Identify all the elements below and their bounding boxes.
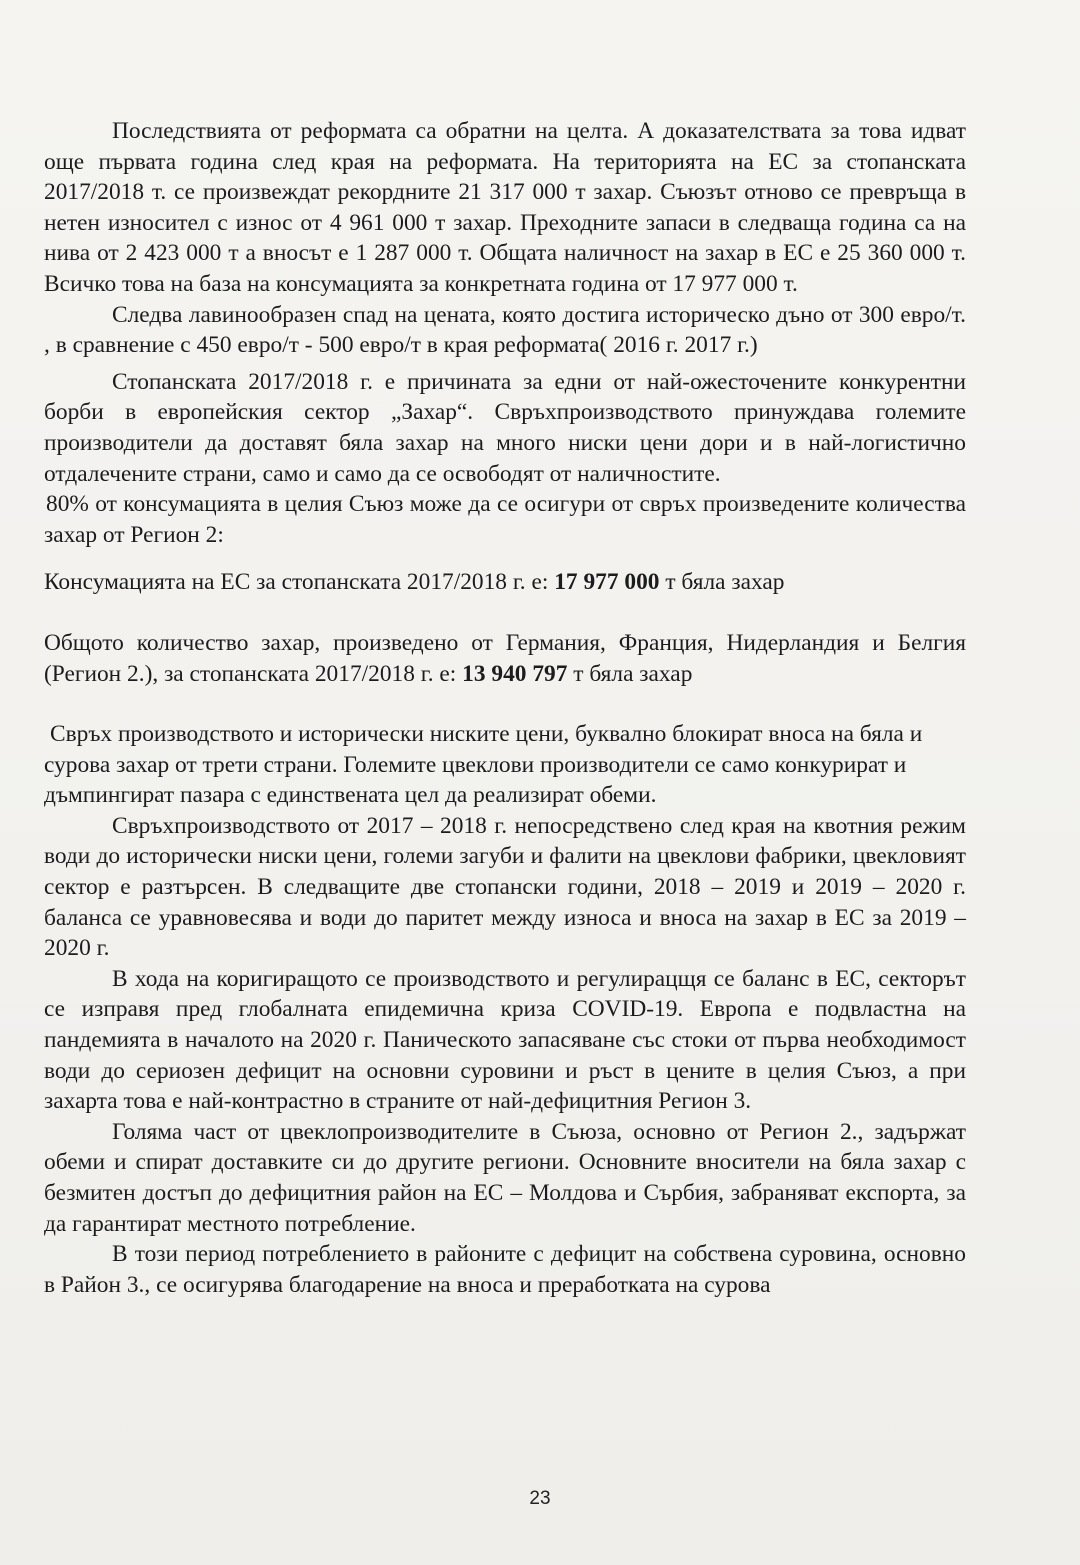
paragraph-covid-crisis: В хода на коригиращото се производството и регулирацщя се баланс в ЕС, секторът се изправя пред глобалната епидемична криза COVID-19. Европа е подвластна на пандемията в началото на 2020 г. Паническото запасяване със стоки от първа необходимост води до сериозен дефицит на основни суровини и ръст в цените в целия Съюз, а при захарта това е най-контрастно в страните от най-дефицитния Регион 3. [44, 965, 966, 1115]
paragraph-deficit-regions: В този период потреблението в районите с дефицит на собствена суровина, основно в Район 3., се осигурява благодарение на вноса и преработката на сурова [44, 1241, 966, 1298]
region-2-production-unit: т бяла захар [567, 660, 693, 687]
region-2-production-text: Общото количество захар, произведено от Германия, Франция, Нидерландия и Белгия (Регион 2.), за стопанската 2017/2018 г. е: [44, 629, 966, 687]
region-2-production-value: 13 940 797 [462, 660, 568, 687]
paragraph-region-2-production [44, 628, 966, 689]
paragraph-reform-consequences: Последствията от реформата са обратни на целта. А доказателствата за това идват още първата година след края на реформата. На територията на ЕС за стопанската 2017/2018 т. се произвеждат рекордните 21 317 000 т захар. Съюзът отново се превръща в нетен износител с износ от 4 961 000 т захар. Преходните запаси в следваща година са на нива от 2 423 000 т а вносът е 1 287 000 т. Общата наличност на захар в ЕС е 25 360 000 т. Всичко това на база на консумацията за конкретната година от 17 977 000 т. [44, 118, 966, 297]
paragraph-import-blocking: Свръх производството и исторически ниските цени, буквално блокират вноса на бяла и сурова захар от трети страни. Големите цвеклови производители се само конкурират и дъмпингират пазара с единствената цел да реализират обеми. [44, 721, 923, 809]
eu-consumption-text: Консумацията на ЕС за стопанската 2017/2018 г. е: [44, 569, 555, 596]
paragraph-competition: Стопанската 2017/2018 г. е причината за едни от най-ожесточените конкурентни борби в европейския сектор „Захар“. Свръхпроизводството принуждава големите производители да доставят бяла захар на много ниски цени дори и в най-логистично отдалечените страни, само и само да се освободят от наличностите. [44, 368, 966, 487]
eu-consumption-value: 17 977 000 [554, 569, 660, 596]
eu-consumption-unit: т бяла захар [659, 569, 785, 596]
paragraph-supply-restrictions: Голяма част от цвеклопроизводителите в Съюза, основно от Регион 2., задържат обеми и спират доставките си до другите региони. Основните вносители на бяла захар с безмитен достъп до дефицитния район на ЕС – Молдова и Сърбия, забраняват експорта, за да гарантират местното потребление. [44, 1118, 966, 1237]
paragraph-eu-consumption [44, 567, 966, 598]
document-body [44, 116, 966, 1300]
page-number: 23 [529, 1488, 551, 1509]
paragraph-overproduction-effects: Свръхпроизводството от 2017 – 2018 г. непосредствено след края на квотния режим води до исторически ниски цени, големи загуби и фалити на цвеклови фабрики, цвекловият сектор е разтърсен. В следващите две стопански години, 2018 – 2019 и 2019 – 2020 г. баланса се уравновесява и води до паритет между износа и вноса на захар в ЕС за 2019 – 2020 г. [44, 812, 966, 962]
paragraph-region-2-share: 80% от консумацията в целия Съюз може да се осигури от свръх произведените количества захар от Регион 2: [44, 491, 966, 548]
paragraph-price-collapse: Следва лавинообразен спад на цената, която достига историческо дъно от 300 евро/т. , в сравнение с 450 евро/т - 500 евро/т в края реформата( 2016 г. 2017 г.) [44, 301, 966, 359]
